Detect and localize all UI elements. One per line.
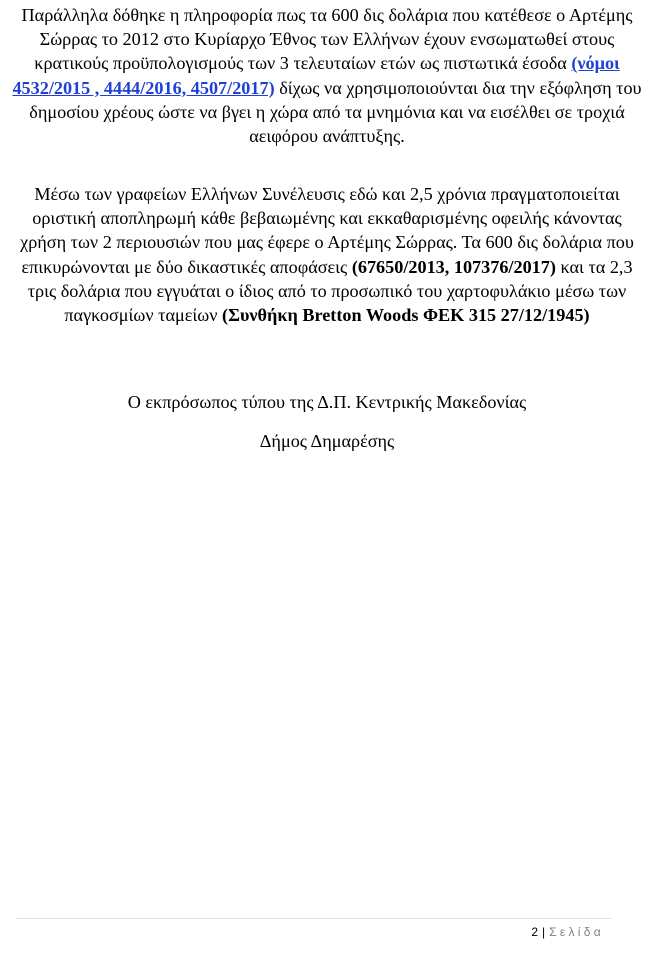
paragraph2-text-part1: Μέσω των γραφείων Ελλήνων Συνέλευσις εδώ και 2,5 χρόνια πραγματοποιείται οριστική αποπληρωμή κάθε βεβαιωμένης και εκκαθαρισμένης οφειλής κάνοντας χρήση των 2 περιουσιών που μας έφερε ο Αρτέμης Σώρρας. Τα 600 δις δολάρια που επικυρώνονται με δύο δικαστικές αποφάσεις	[20, 184, 634, 277]
footer-divider	[16, 918, 612, 919]
bretton-woods-bold: (Συνθήκη Bretton Woods ΦΕΚ 315 27/12/1945)	[222, 305, 590, 326]
paragraph2-text-part2: και τα 2,3 τρις δολάρια που εγγυάται ο ίδιος από το προσωπικό του χαρτοφυλάκιο μέσω των παγκοσμίων ταμείων	[27, 256, 633, 326]
court-decisions-bold: (67650/2013, 107376/2017)	[351, 256, 556, 277]
page-label: Σελίδα	[549, 925, 604, 939]
page-footer	[531, 925, 604, 939]
paragraph1-text-before-link: Παράλληλα δόθηκε η πληροφορία πως τα 600 δις δολάρια που κατέθεσε ο Αρτέμης Σώρρας το 2012 στο Κυρίαρχο Έθνος των Ελλήνων έχουν ενσωματωθεί στους κρατικούς προϋπολογισμούς των 3 τελευταίων ετών ως πιστωτικά έσοδα	[21, 5, 633, 74]
paragraph-repayment-info	[12, 182, 642, 327]
laws-link[interactable]: (νόμοι 4532/2015 , 4444/2016, 4507/2017)	[12, 53, 620, 98]
footer-separator: |	[542, 925, 546, 939]
paragraph1-text-after-link: δίχως να χρησιμοποιούνται δια την εξόφληση του δημοσίου χρέους ώστε να βγει η χώρα από τα μνημόνια και να εισέλθει σε τροχιά αειφόρου ανάπτυξης.	[29, 77, 642, 147]
signature-name: Δήμος Δημαρέσης	[259, 431, 395, 451]
page-number: 2	[531, 925, 539, 939]
paragraph-funds-info	[12, 3, 642, 148]
signature-role: Ο εκπρόσωπος τύπου της Δ.Π. Κεντρικής Μακεδονίας	[127, 392, 527, 412]
